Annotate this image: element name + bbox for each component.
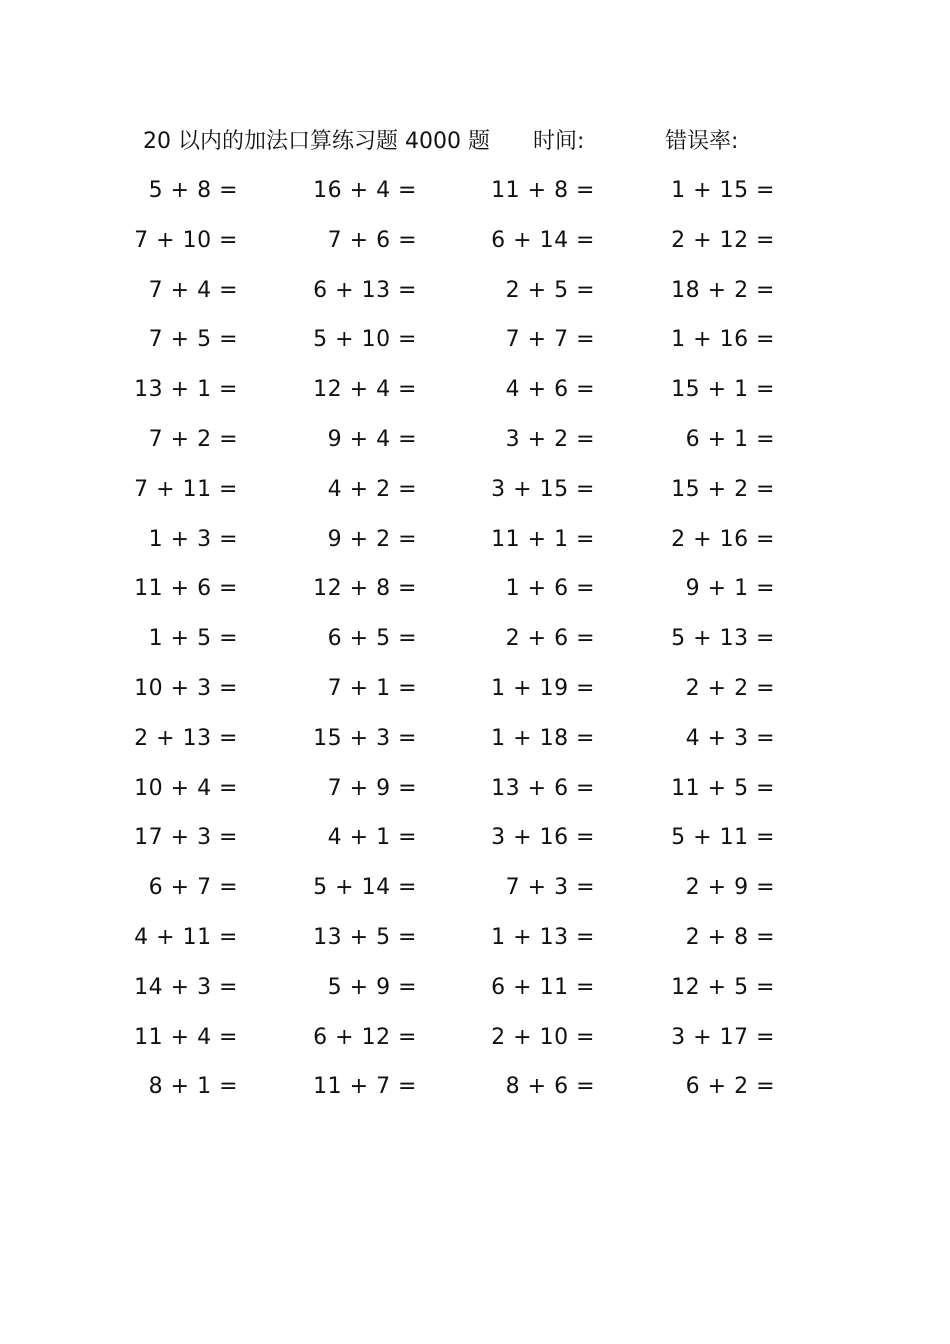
problem-item: 6 + 13 =: [313, 277, 417, 303]
problem-item: 12 + 4 =: [313, 377, 417, 403]
problem-item: 6 + 5 =: [327, 626, 417, 652]
problem-item: 7 + 3 =: [505, 875, 595, 901]
problem-item: 6 + 11 =: [491, 974, 595, 1000]
problem-item: 9 + 4 =: [327, 427, 417, 452]
problem-item: 2 + 16 =: [671, 526, 775, 552]
problem-item: 10 + 4 =: [134, 775, 238, 801]
problem-item: 6 + 1 =: [685, 427, 775, 452]
problem-item: 5 + 10 =: [313, 327, 417, 353]
problem-item: 12 + 5 =: [671, 974, 775, 1000]
problem-item: 3 + 2 =: [505, 427, 595, 452]
problem-item: 7 + 2 =: [148, 427, 238, 452]
problem-item: 2 + 13 =: [134, 725, 238, 751]
error-rate-label: 错误率:: [665, 129, 739, 154]
problem-item: 13 + 1 =: [134, 377, 238, 403]
problem-item: 4 + 2 =: [327, 476, 417, 502]
problem-item: 16 + 4 =: [313, 178, 417, 203]
problem-item: 15 + 1 =: [671, 377, 775, 403]
problem-item: 2 + 12 =: [671, 227, 775, 253]
problem-item: 11 + 4 =: [134, 1024, 238, 1050]
problem-item: 17 + 3 =: [134, 825, 238, 851]
problem-item: 11 + 1 =: [491, 526, 595, 552]
problem-item: 5 + 13 =: [671, 626, 775, 652]
problem-item: 11 + 8 =: [491, 178, 595, 203]
problem-item: 7 + 1 =: [327, 676, 417, 701]
problem-item: 1 + 6 =: [505, 576, 595, 602]
problem-item: 1 + 3 =: [148, 526, 238, 552]
problem-item: 7 + 5 =: [148, 327, 238, 353]
problem-item: 5 + 9 =: [327, 974, 417, 1000]
problem-item: 2 + 8 =: [685, 925, 775, 950]
problem-item: 5 + 14 =: [313, 875, 417, 901]
problem-item: 2 + 5 =: [505, 277, 595, 303]
problem-item: 4 + 6 =: [505, 377, 595, 403]
problem-item: 1 + 15 =: [671, 178, 775, 203]
problem-item: 1 + 16 =: [671, 327, 775, 353]
problem-item: 18 + 2 =: [671, 277, 775, 303]
problem-item: 6 + 14 =: [491, 227, 595, 253]
problem-item: 7 + 4 =: [148, 277, 238, 303]
problem-item: 15 + 3 =: [313, 725, 417, 751]
problem-item: 8 + 6 =: [505, 1074, 595, 1100]
problem-item: 2 + 2 =: [685, 676, 775, 701]
problem-item: 7 + 6 =: [327, 227, 417, 253]
problem-item: 2 + 9 =: [685, 875, 775, 901]
problem-item: 9 + 1 =: [685, 576, 775, 602]
problem-item: 6 + 7 =: [148, 875, 238, 901]
problem-item: 9 + 2 =: [327, 526, 417, 552]
problem-item: 4 + 3 =: [685, 725, 775, 751]
problem-item: 8 + 1 =: [148, 1074, 238, 1100]
problem-item: 3 + 17 =: [671, 1024, 775, 1050]
problem-item: 3 + 16 =: [491, 825, 595, 851]
problem-item: 10 + 3 =: [134, 676, 238, 701]
problem-item: 7 + 10 =: [134, 227, 238, 253]
problem-item: 1 + 13 =: [491, 925, 595, 950]
problem-item: 6 + 12 =: [313, 1024, 417, 1050]
problem-item: 11 + 7 =: [313, 1074, 417, 1100]
problem-item: 4 + 11 =: [134, 925, 238, 950]
problem-item: 1 + 18 =: [491, 725, 595, 751]
problem-item: 2 + 10 =: [491, 1024, 595, 1050]
problem-item: 11 + 6 =: [134, 576, 238, 602]
problem-item: 7 + 7 =: [505, 327, 595, 353]
problem-item: 12 + 8 =: [313, 576, 417, 602]
problem-item: 5 + 11 =: [671, 825, 775, 851]
problem-item: 11 + 5 =: [671, 775, 775, 801]
problem-item: 2 + 6 =: [505, 626, 595, 652]
problem-item: 7 + 11 =: [134, 476, 238, 502]
problem-item: 1 + 5 =: [148, 626, 238, 652]
problem-item: 15 + 2 =: [671, 476, 775, 502]
problem-item: 13 + 5 =: [313, 925, 417, 950]
problem-item: 14 + 3 =: [134, 974, 238, 1000]
problem-item: 13 + 6 =: [491, 775, 595, 801]
problem-item: 4 + 1 =: [327, 825, 417, 851]
problem-item: 6 + 2 =: [685, 1074, 775, 1100]
problem-item: 7 + 9 =: [327, 775, 417, 801]
time-label: 时间:: [533, 129, 585, 154]
worksheet-title: 20 以内的加法口算练习题 4000 题: [143, 129, 490, 154]
problem-item: 1 + 19 =: [491, 676, 595, 701]
problem-item: 3 + 15 =: [491, 476, 595, 502]
problem-item: 5 + 8 =: [148, 178, 238, 203]
